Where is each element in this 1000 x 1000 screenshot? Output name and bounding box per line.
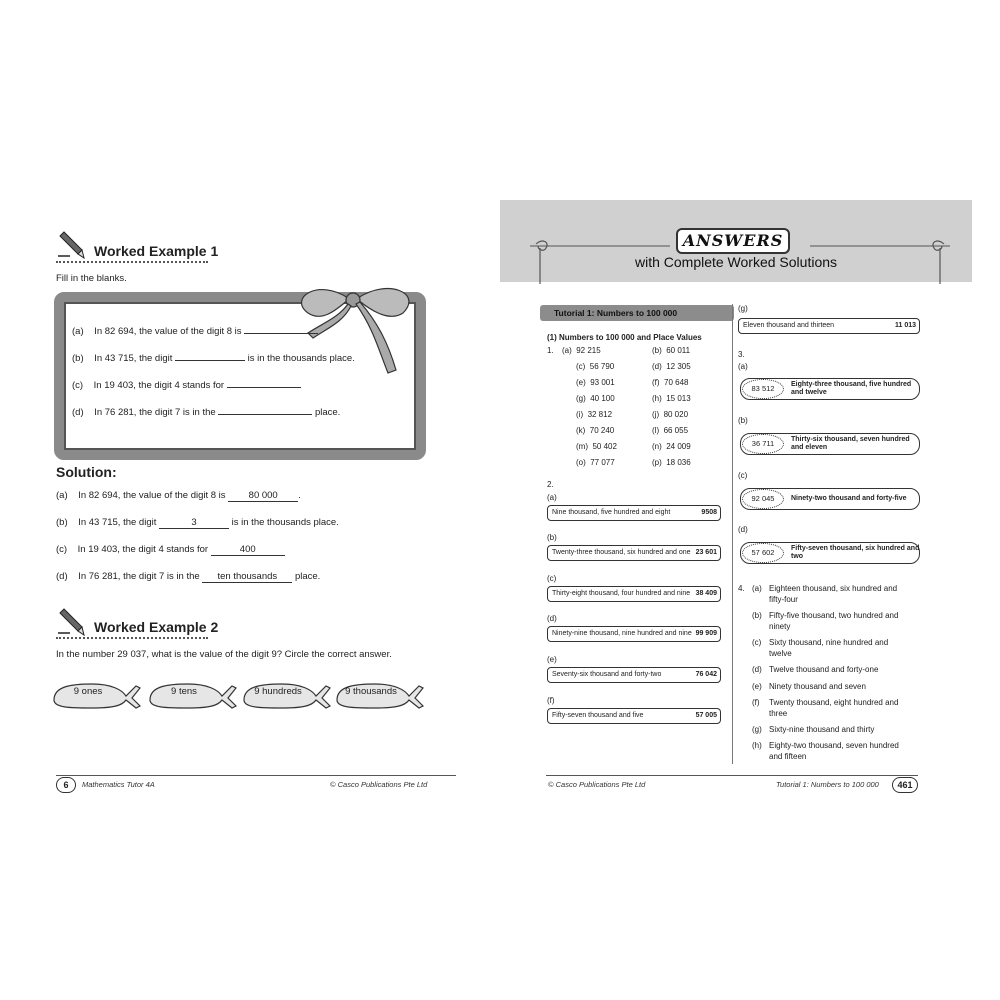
solution-answer: 80 000 (228, 490, 298, 502)
page-number: 6 (56, 777, 76, 793)
q1-row: (j) 80 020 (652, 410, 689, 419)
number-words: Twenty-three thousand, six hundred and one (552, 549, 691, 556)
we1-question-d (72, 407, 340, 418)
q2-item-label: (d) (547, 614, 557, 623)
number-words: Nine thousand, five hundred and eight (552, 509, 671, 516)
q4-item-label: (c) (752, 638, 762, 647)
q2-scroll-e (547, 667, 721, 683)
q2-item-label: (e) (547, 655, 557, 664)
answer-blank[interactable] (175, 360, 245, 361)
q3-item-label: (d) (738, 525, 748, 534)
q2-scroll-b (547, 545, 721, 561)
question-label: (b) (72, 353, 84, 364)
answer-blank[interactable] (218, 414, 312, 415)
solution-heading: Solution: (56, 464, 117, 480)
solution-text: In 19 403, the digit 4 stands for (77, 544, 209, 555)
q4-item-label: (h) (752, 741, 762, 750)
number-words: Fifty-seven thousand and five (552, 712, 644, 719)
solution-c (56, 544, 285, 556)
number-value: 38 409 (695, 590, 717, 597)
q1-row: (m) 50 402 (576, 442, 617, 451)
q4-item-label: (e) (752, 682, 762, 691)
whale-option-label: 9 ones (73, 686, 103, 697)
column-divider (732, 304, 733, 764)
q2-scroll-d (547, 626, 721, 642)
q4-item-text: and fifteen (769, 752, 807, 761)
number-value: 76 042 (695, 671, 717, 678)
we1-question-a (72, 326, 318, 337)
section-heading: (1) Numbers to 100 000 and Place Values (547, 333, 702, 342)
q4-item-text: Ninety thousand and seven (769, 682, 866, 691)
pencil-icon (56, 607, 86, 637)
q1-row: (d) 12 305 (652, 362, 691, 371)
number-words: Ninety-two thousand and forty-five (791, 495, 907, 502)
solution-d (56, 571, 320, 583)
question-text: In 43 715, the digit (94, 353, 173, 364)
number-words: Fifty-seven thousand, six hundred and two (791, 545, 920, 560)
number-words: Eleven thousand and thirteen (743, 322, 835, 329)
number-value: 11 013 (894, 322, 916, 329)
q3-label: 3. (738, 350, 745, 359)
q1-row: (g) 40 100 (576, 394, 615, 403)
q2-scroll-g (738, 318, 920, 334)
number-words: Seventy-six thousand and forty-two (552, 671, 662, 678)
q4-item-label: (f) (752, 698, 760, 707)
we1-instruction: Fill in the blanks. (56, 273, 127, 284)
solution-text: In 76 281, the digit 7 is in the (78, 571, 200, 582)
publisher: © Casco Publications Pte Ltd (330, 780, 428, 789)
solution-text-after: . (298, 490, 301, 501)
page-number: 461 (892, 777, 918, 793)
footer-tutorial-title: Tutorial 1: Numbers to 100 000 (776, 780, 879, 789)
q1-row: (f) 70 648 (652, 378, 689, 387)
answer-blank[interactable] (244, 333, 318, 334)
worked-example-2-title: Worked Example 2 (94, 619, 219, 635)
whale-option-9-ones[interactable] (52, 680, 134, 708)
q4-label: 4. (738, 584, 745, 593)
q2-label: 2. (547, 480, 554, 489)
question-text-after: is in the thousands place. (247, 353, 355, 364)
q1-row: (b) 60 011 (652, 346, 691, 355)
q4-item-text: twelve (769, 649, 792, 658)
answers-title: ANSWERS (676, 228, 790, 254)
worked-example-1-title: Worked Example 1 (94, 243, 219, 259)
q4-item-text: three (769, 709, 788, 718)
solution-a (56, 490, 301, 502)
q4-item-text: Eighty-two thousand, seven hundred (769, 741, 899, 750)
q4-item-text: Eighteen thousand, six hundred and (769, 584, 898, 593)
footer-rule (56, 775, 456, 776)
q2-scroll-c (547, 586, 721, 602)
solution-b (56, 517, 339, 529)
number-value: 9508 (701, 509, 717, 516)
q4-item-label: (d) (752, 665, 762, 674)
q2-item-label: (c) (547, 574, 557, 583)
q1-label: 1. (547, 346, 554, 355)
number-value: 92 045 (742, 489, 784, 509)
title-underline (56, 261, 208, 263)
whale-option-9-hundreds[interactable] (242, 680, 324, 708)
q1-row: (h) 15 013 (652, 394, 691, 403)
footer-rule (546, 775, 918, 776)
q2-item-label: (b) (547, 533, 557, 542)
answer-blank[interactable] (227, 387, 301, 388)
left-page (30, 200, 478, 800)
question-text: In 82 694, the value of the digit 8 is (94, 326, 242, 337)
answers-subtitle: with Complete Worked Solutions (634, 254, 838, 270)
q3-item-label: (a) (738, 362, 748, 371)
q1-row: (a) 92 215 (562, 346, 601, 355)
q4-item-text: Twenty thousand, eight hundred and (769, 698, 899, 707)
q2-item-label: (a) (547, 493, 557, 502)
q4-item-text: ninety (769, 622, 791, 631)
question-text: In 76 281, the digit 7 is in the (94, 407, 216, 418)
q3-item-label: (b) (738, 416, 748, 425)
whale-option-label: 9 tens (171, 686, 197, 697)
solution-answer: ten thousands (202, 571, 292, 583)
we1-question-b (72, 353, 355, 364)
solution-answer: 3 (159, 517, 229, 529)
solution-label: (c) (56, 544, 68, 555)
q1-row: (n) 24 009 (652, 442, 691, 451)
right-page (500, 200, 972, 800)
tutorial-bar: Tutorial 1: Numbers to 100 000 (540, 305, 734, 321)
q1-row: (i) 32 812 (576, 410, 613, 419)
number-words: Thirty-six thousand, seven hundred and eleven (791, 436, 910, 451)
whale-option-label: 9 thousands (345, 686, 397, 697)
book-title: Mathematics Tutor 4A (82, 780, 155, 789)
we1-question-c (72, 380, 301, 391)
q4-item-text: fifty-four (769, 595, 798, 604)
solution-text: In 82 694, the value of the digit 8 is (78, 490, 226, 501)
q4-item-label: (g) (752, 725, 762, 734)
solution-text: In 43 715, the digit (78, 517, 157, 528)
solution-label: (a) (56, 490, 68, 501)
solution-answer: 400 (211, 544, 285, 556)
q2-scroll-f (547, 708, 721, 724)
q2-scroll-a (547, 505, 721, 521)
question-label: (d) (72, 407, 84, 418)
title-underline (56, 637, 208, 639)
solution-text-after: place. (294, 571, 321, 582)
number-value: 23 601 (695, 549, 717, 556)
number-value: 57 005 (695, 712, 717, 719)
q1-row: (e) 93 001 (576, 378, 615, 387)
q1-row: (k) 70 240 (576, 426, 615, 435)
q2-item-label: (f) (547, 696, 555, 705)
number-value: 83 512 (742, 379, 784, 399)
number-words: Eighty-three thousand, five hundred and twelve (791, 381, 912, 396)
solution-label: (d) (56, 571, 68, 582)
q1-row: (o) 77 077 (576, 458, 615, 467)
q4-item-label: (a) (752, 584, 762, 593)
q4-item-text: Twelve thousand and forty-one (769, 665, 879, 674)
pencil-icon (56, 230, 86, 260)
solution-text-after: is in the thousands place. (231, 517, 339, 528)
we2-instruction: In the number 29 037, what is the value of the digit 9? Circle the correct answer. (56, 649, 392, 660)
question-text-after: place. (314, 407, 341, 418)
q4-item-text: Sixty thousand, nine hundred and (769, 638, 889, 647)
q1-row: (p) 18 036 (652, 458, 691, 467)
whale-option-9-tens[interactable] (148, 680, 230, 708)
number-words: Thirty-eight thousand, four hundred and nine (552, 590, 691, 597)
q2-item-label: (g) (738, 304, 748, 313)
publisher: © Casco Publications Pte Ltd (548, 780, 646, 789)
question-label: (c) (72, 380, 84, 391)
q4-item-text: Sixty-nine thousand and thirty (769, 725, 875, 734)
number-value: 36 711 (742, 434, 784, 454)
q4-item-text: Fifty-five thousand, two hundred and (769, 611, 899, 620)
solution-label: (b) (56, 517, 68, 528)
whale-option-9-thousands[interactable] (335, 680, 417, 708)
number-value: 99 909 (695, 630, 717, 637)
q4-item-label: (b) (752, 611, 762, 620)
q3-item-label: (c) (738, 471, 748, 480)
question-text: In 19 403, the digit 4 stands for (93, 380, 225, 391)
number-value: 57 602 (742, 543, 784, 563)
q1-row: (c) 56 790 (576, 362, 615, 371)
number-words: Ninety-nine thousand, nine hundred and nine (552, 630, 692, 637)
whale-option-label: 9 hundreds (254, 686, 302, 697)
question-label: (a) (72, 326, 84, 337)
q1-row: (l) 66 055 (652, 426, 689, 435)
